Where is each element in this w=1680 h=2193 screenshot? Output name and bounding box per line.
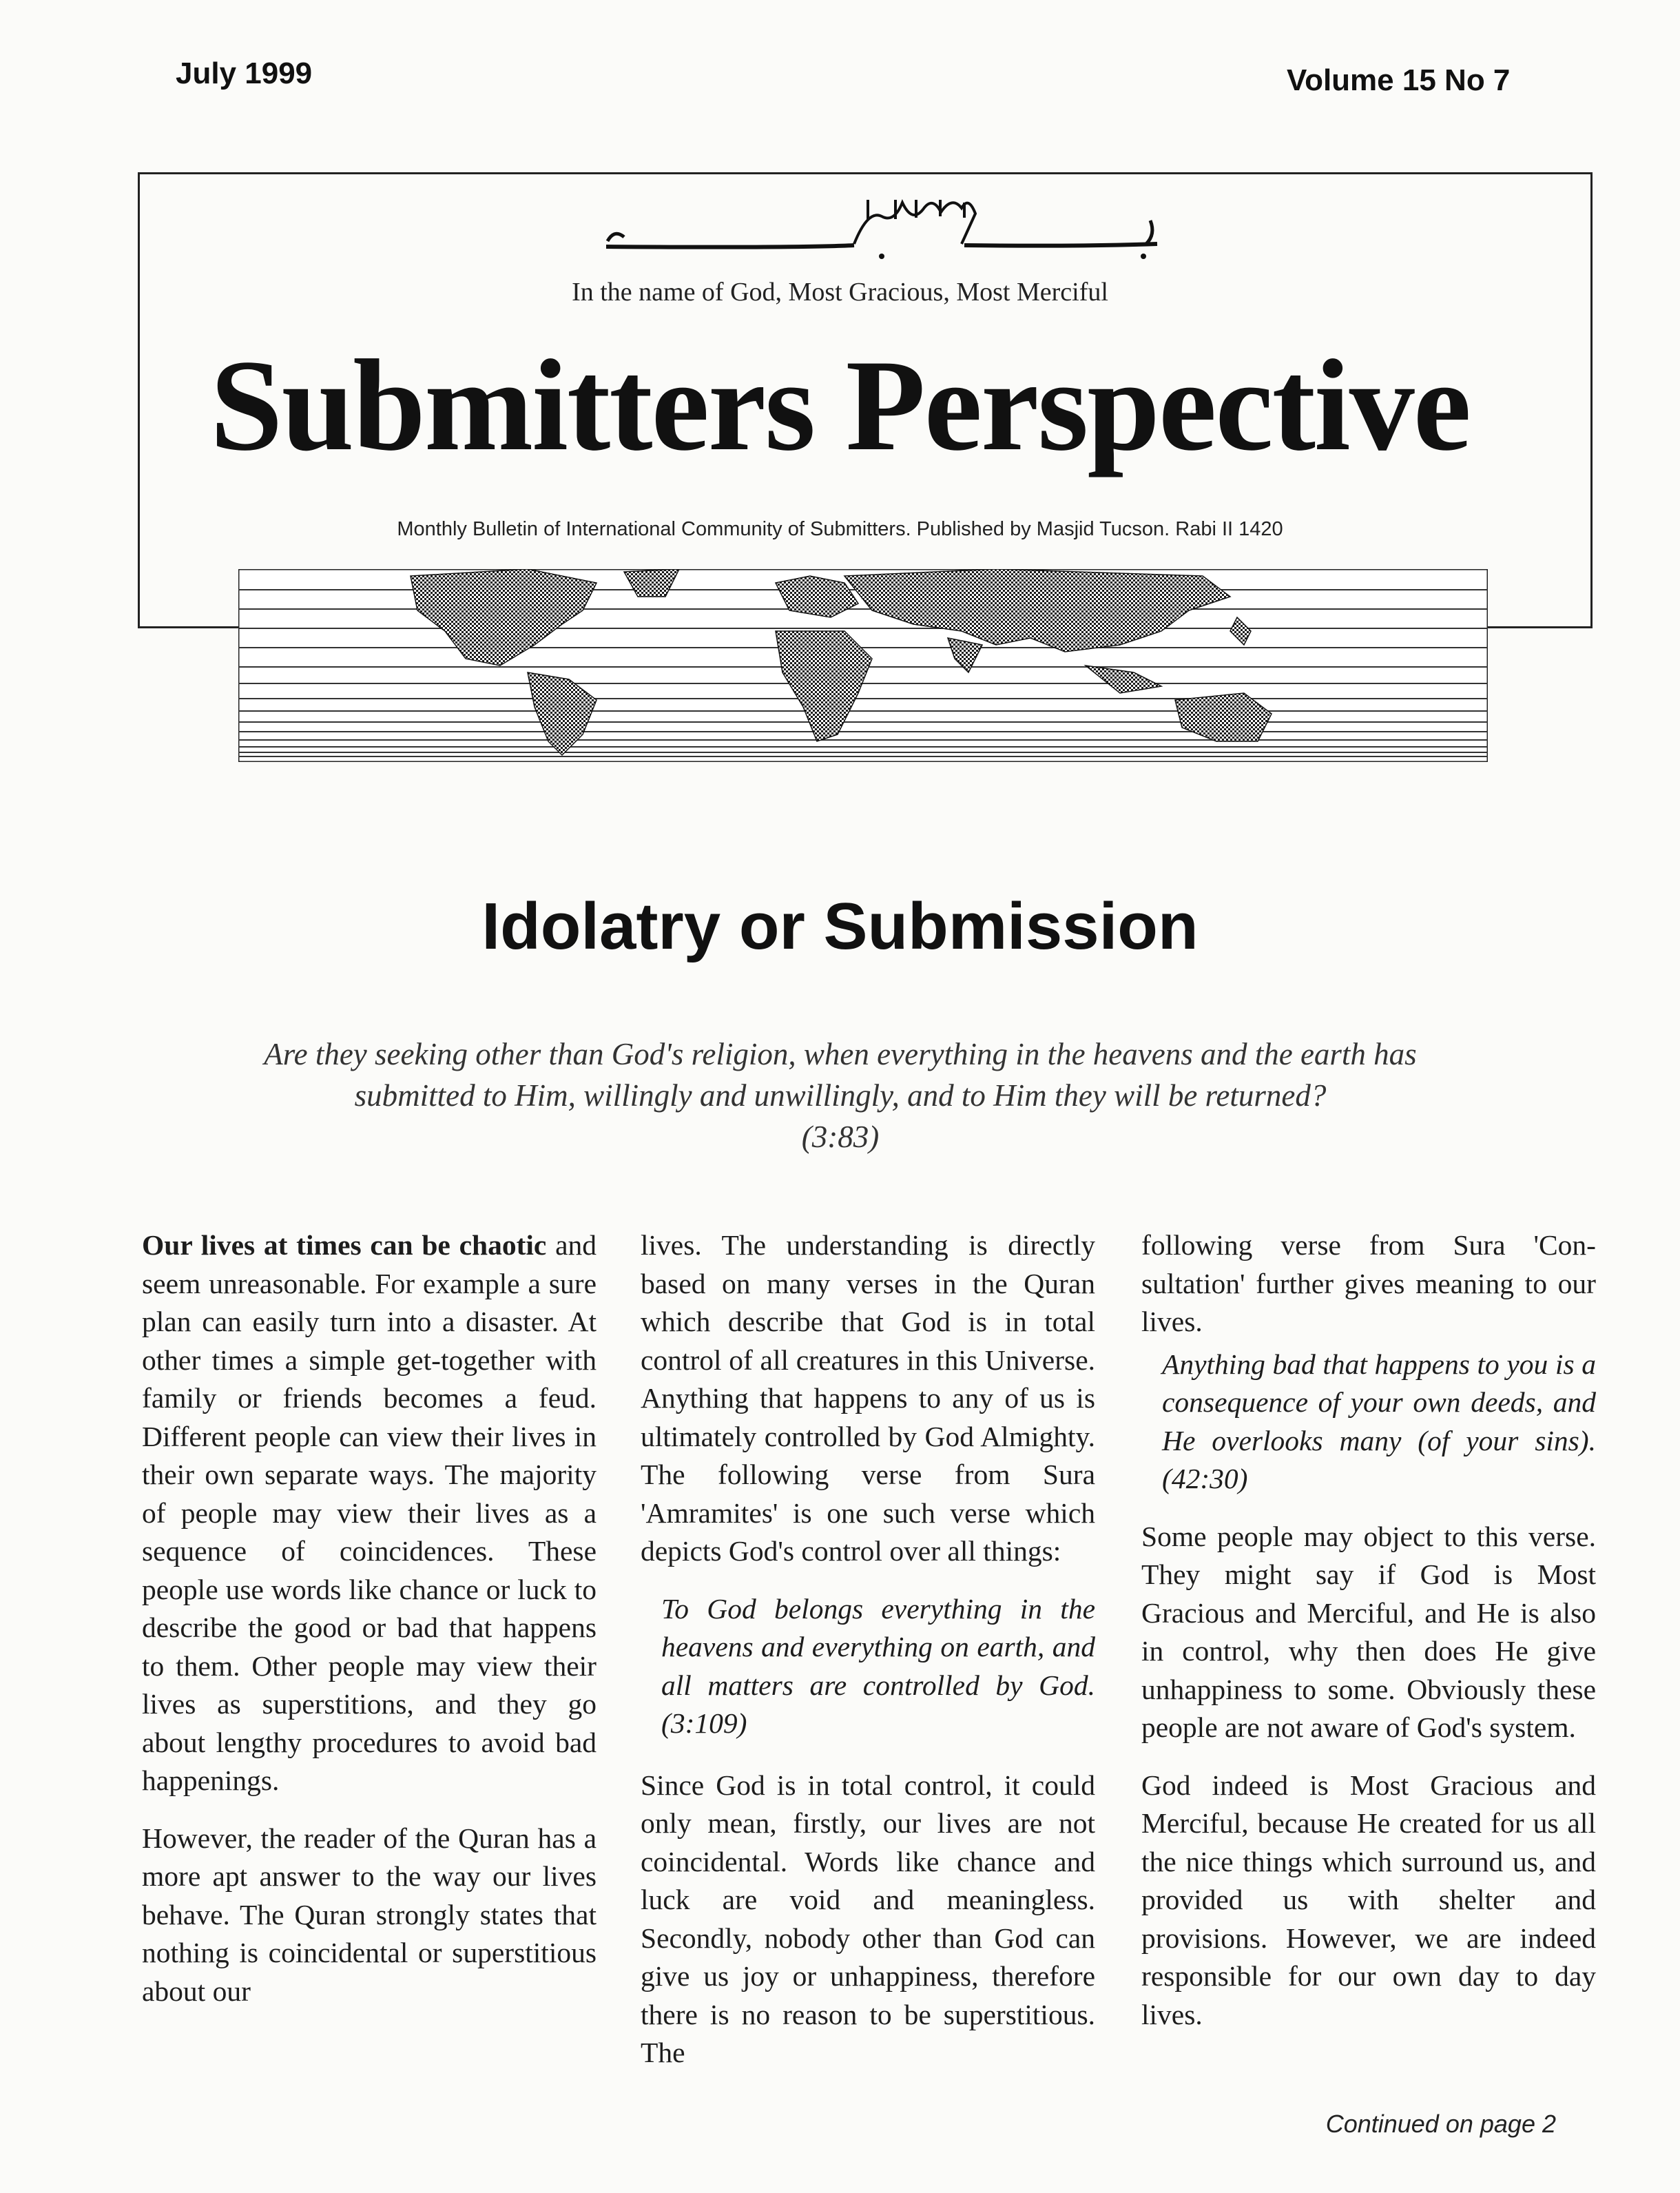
paragraph <box>142 1226 597 1800</box>
paragraph: God indeed is Most Gracious and Merciful, because He created for us all the nice things which surround us, and provided us with shelter and provisions. However, we are indeed responsible for our own day to day lives. <box>1141 1769 1596 2030</box>
article-headline: Idolatry or Submission <box>481 889 1199 963</box>
article-column-3 <box>1141 1226 1596 2053</box>
epigraph-text: Are they seeking other than God's religion, when everything in the heavens and the earth has submitted to Him, willingly and unwillingly, and to Him they will be returned? <box>264 1037 1417 1113</box>
publication-title: Submitters Perspective <box>209 333 1471 478</box>
world-map-icon <box>238 569 1488 762</box>
epigraph-quote <box>207 1033 1474 1157</box>
paragraph: However, the reader of the Quran has a more apt answer to the way our lives behave. The Quran strongly states that nothing is coincidental or superstitious about our <box>142 1822 597 2007</box>
invocation-line: In the name of God, Most Gracious, Most Merciful <box>572 278 1108 307</box>
article-column-1 <box>142 1226 597 2030</box>
paragraph: lives. The understanding is directly based on many verses in the Quran which describe that God is in total control of all creatures in this Universe. Anything that happens to any of us is ultimately controlled by God Almighty. The following verse from Sura 'Amramites' is one such verse which depicts God's control over all things: <box>641 1229 1095 1567</box>
paragraph: following verse from Sura 'Consultation' further gives meaning to our lives. <box>1141 1229 1596 1337</box>
article-column-2 <box>641 1226 1095 2092</box>
paragraph: Since God is in total control, it could only mean, firstly, our lives are not coincidental. Words like chance and luck are void and meaningless. Secondly, nobody other than God can give us joy or unhappiness, therefore there is no reason to be superstitious. The <box>641 1769 1095 2068</box>
bismillah-calligraphy-icon <box>592 193 1171 269</box>
volume-number: Volume 15 No 7 <box>1287 63 1511 97</box>
verse-quote: To God belongs everything in the heavens and everything on earth, and all matters are controlled by God. (3:109) <box>661 1592 1095 1739</box>
lead-in-text: Our lives at times can be chaotic <box>142 1229 547 1261</box>
paragraph-text: and seem unreasonable. For example a sure plan can easily turn into a disaster. At other times a simple get-together with family or friends becomes a feud. Different people can view their lives in their own separate ways. The majority of people may view their lives as a sequence of coincidences. These people use words like chance or luck to describe the good or bad that happens to them. Other people may view their lives as superstitions, and they go about lengthy procedures to avoid bad happenings. <box>142 1229 597 1796</box>
continued-note: Continued on page 2 <box>1325 2110 1556 2138</box>
verse-quote: Anything bad that happens to you is a consequence of your own deeds, and He overlooks many (of your sins). (42:30) <box>1162 1348 1596 1494</box>
publication-subtitle: Monthly Bulletin of International Community of Submitters. Published by Masjid Tucson. Rabi II 1420 <box>397 518 1283 540</box>
paragraph: Some people may object to this verse. They might say if God is Most Gracious and Merciful, and He is also in control, why then does He give unhappiness to some. Obviously these people are not aware of God's system. <box>1141 1520 1596 1743</box>
issue-date: July 1999 <box>176 56 313 90</box>
epigraph-reference: (3:83) <box>801 1120 880 1154</box>
